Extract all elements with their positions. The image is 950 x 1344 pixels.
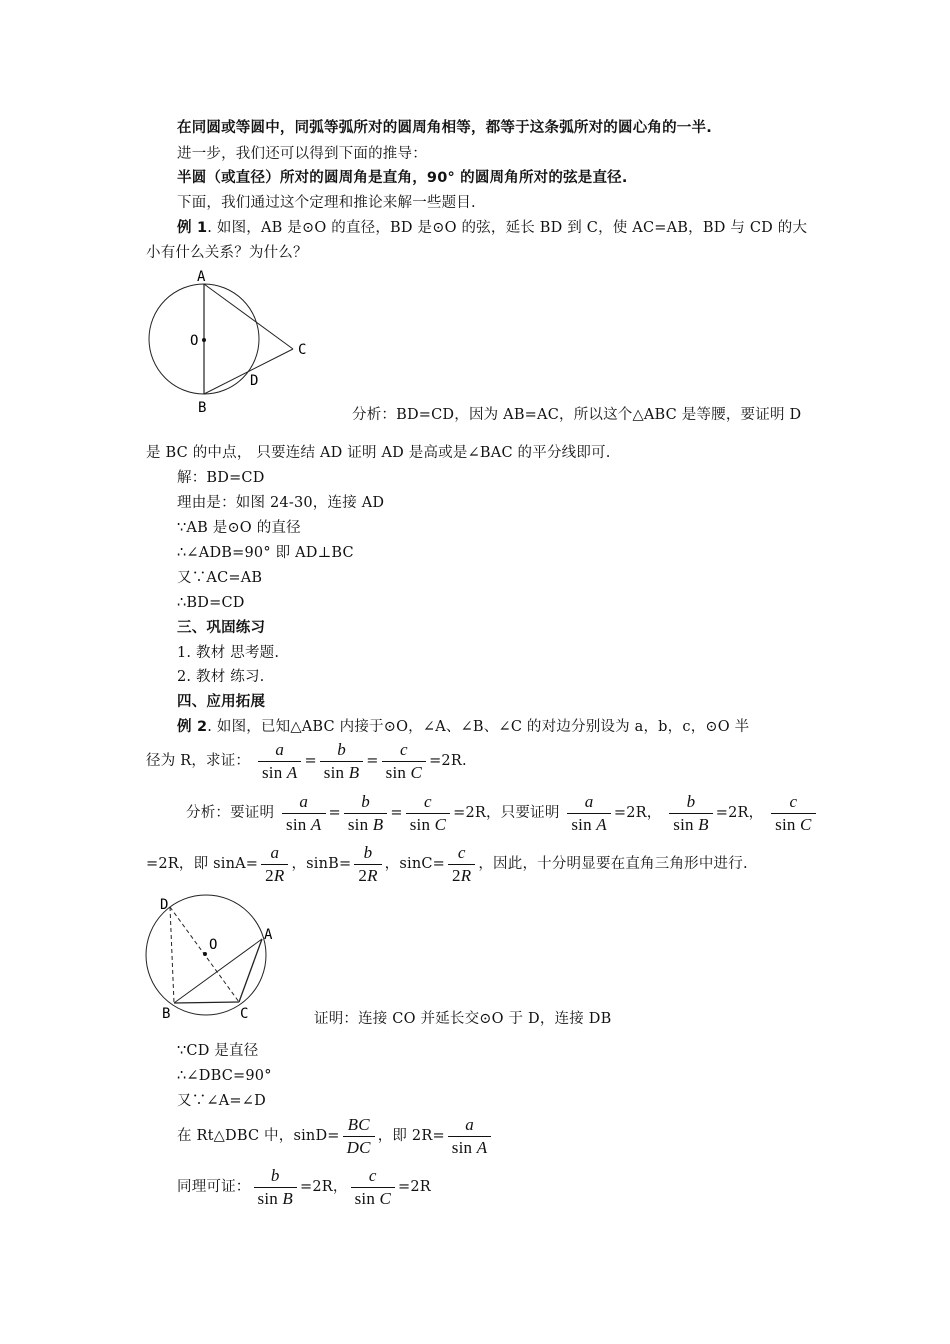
fraction-c-over-sinC: $\frac{c}{\text{sin C}}$ xyxy=(382,739,426,784)
example2-analysis-line1: 分析：要证明 $\frac{a}{\text{sin A}}$ = $\frac{b}{\text{sin B}}$ = $\frac{c}{\text{sin C}}$ =2R，只要证明 $\frac{a}{\text{sin A}}$ =2R， $\frac{b}{\text{sin B}}$ =2R， $\frac{c}{\text{sin C}}$ xyxy=(186,789,819,837)
example2-figure xyxy=(140,885,300,1030)
solution-line: ∴BD=CD xyxy=(177,595,245,611)
exercise-item: 1. 教材 思考题. xyxy=(177,645,280,661)
fig2-label-c: C xyxy=(240,1006,249,1022)
example1-analysis-line2: 是 BC 的中点， 只要连结 AD 证明 AD 是高或是∠BAC 的平分线即可. xyxy=(146,445,611,461)
example1-label: 例 1 xyxy=(177,220,208,236)
fig2-label-o: O xyxy=(209,937,218,953)
proof-similarly-line: 同理可证： $\frac{b}{\text{sin B}}$ =2R， $\frac{c}{\text{sin C}}$ =2R xyxy=(177,1165,431,1208)
example1-figure xyxy=(140,265,340,425)
example2-proof-intro: 证明：连接 CO 并延长交⊙O 于 D，连接 DB xyxy=(314,1011,612,1027)
section4-title: 四、应用拓展 xyxy=(177,694,266,710)
solution-line: 解：BD=CD xyxy=(177,470,265,486)
corollary-statement: 半圆（或直径）所对的圆周角是直角，90° 的圆周角所对的弦是直径. xyxy=(177,170,628,186)
solution-line: 又∵AC=AB xyxy=(177,570,263,586)
fig1-label-d: D xyxy=(250,373,259,389)
example2-label: 例 2 xyxy=(177,719,208,735)
proof-line: ∵CD 是直径 xyxy=(177,1043,259,1059)
example2-analysis-line2: =2R，即 sinA= $\frac{a}{2R}$ ，sinB= $\frac{b}{2R}$ ，sinC= $\frac{c}{2R}$ ，因此，十分明显要在直角三角形中进行. xyxy=(146,842,748,885)
transition-text: 下面，我们通过这个定理和推论来解一些题目. xyxy=(177,195,476,211)
fraction-b-over-sinB: $\frac{b}{\text{sin B}}$ xyxy=(320,739,363,784)
example1-analysis-line1: 分析：BD=CD，因为 AB=AC，所以这个△ABC 是等腰，要证明 D xyxy=(352,407,802,423)
solution-line: ∵AB 是⊙O 的直径 xyxy=(177,520,301,536)
proof-line: 又∵∠A=∠D xyxy=(177,1093,266,1109)
example2-problem-line1: 例 2. 如图，已知△ABC 内接于⊙O，∠A、∠B、∠C 的对边分别设为 a，b，c，⊙O 半 xyxy=(177,719,750,735)
theorem-statement: 在同圆或等圆中，同弧等弧所对的圆周角相等，都等于这条弧所对的圆心角的一半. xyxy=(177,120,712,136)
fig1-label-a: A xyxy=(197,269,206,285)
section3-title: 三、巩固练习 xyxy=(177,620,266,636)
fig1-label-b: B xyxy=(198,400,207,416)
fig2-label-a: A xyxy=(264,927,273,943)
proof-line: ∴∠DBC=90° xyxy=(177,1068,272,1084)
example1-problem-line2: 小有什么关系？为什么？ xyxy=(146,245,308,261)
fraction-BC-over-DC: $\frac{BC}{DC}$ xyxy=(343,1114,375,1159)
example2-problem-line2: 径为 R，求证： $\frac{a}{\text{sin A}}$ = $\frac{b}{\text{sin B}}$ = $\frac{c}{\text{sin C}}$ =2R. xyxy=(146,739,467,782)
corollary-intro: 进一步，我们还可以得到下面的推导： xyxy=(177,146,427,162)
fig1-label-c: C xyxy=(298,342,307,358)
proof-rt-line: 在 Rt△DBC 中，sinD= $\frac{BC}{DC}$ ，即 2R= $\frac{a}{\text{sin A}}$ xyxy=(177,1112,494,1160)
exercise-item: 2. 教材 练习. xyxy=(177,669,265,685)
fraction-a-over-sinA: $\frac{a}{\text{sin A}}$ xyxy=(258,739,301,784)
fig2-label-b: B xyxy=(162,1006,171,1022)
fig1-label-o: O xyxy=(190,333,199,349)
solution-line: 理由是：如图 24-30，连接 AD xyxy=(177,495,385,511)
fig2-label-d: D xyxy=(160,897,169,913)
example1-problem-line1: 例 1. 如图，AB 是⊙O 的直径，BD 是⊙O 的弦，延长 BD 到 C，使 AC=AB，BD 与 CD 的大 xyxy=(177,220,808,236)
solution-line: ∴∠ADB=90° 即 AD⊥BC xyxy=(177,545,354,561)
